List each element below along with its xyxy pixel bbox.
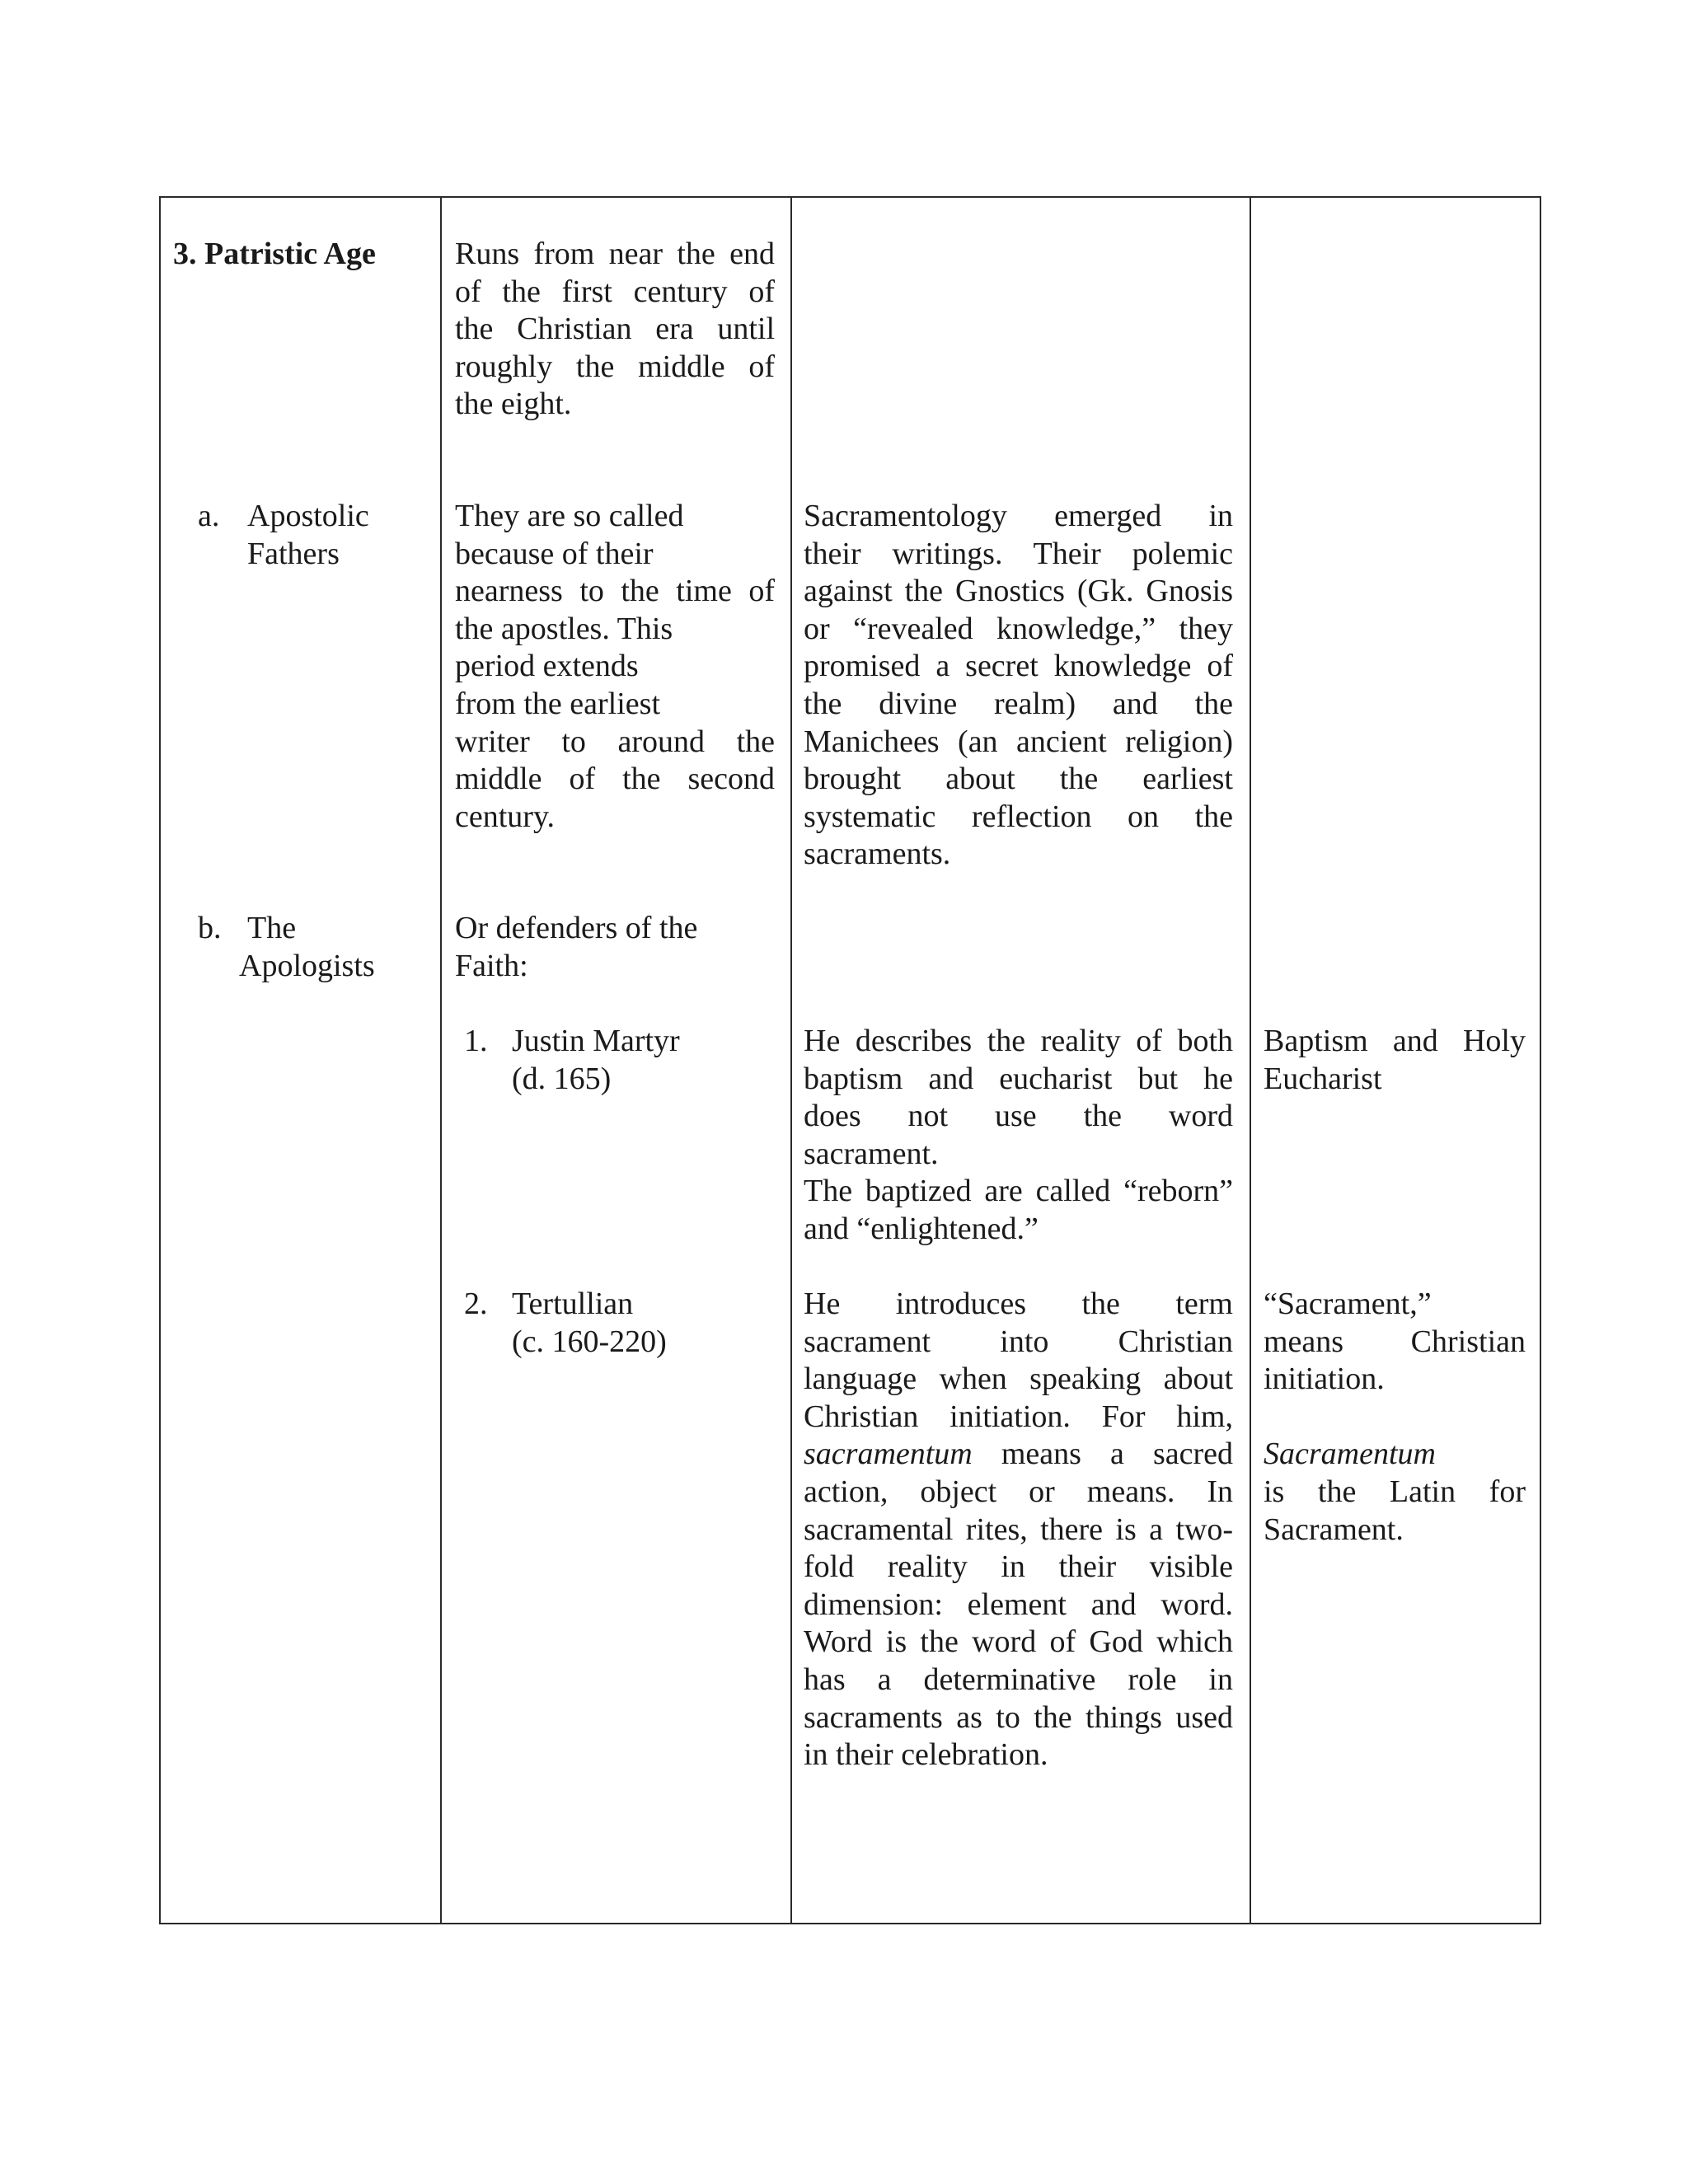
text-line: Apologists	[239, 948, 375, 983]
text-line: sacrament.	[804, 1136, 939, 1171]
text-line: Justin Martyr	[512, 1024, 680, 1058]
text-line: Apostolic	[247, 499, 369, 533]
italic-term: Sacramentum	[1264, 1436, 1436, 1472]
justin-martyr-notes	[804, 1023, 1233, 1249]
text-line: They are so called	[455, 499, 684, 533]
text-line: Christian initiation. For him,	[804, 1399, 1233, 1434]
text-line: and “enlightened.”	[804, 1211, 1039, 1246]
text-line: (c. 160-220)	[512, 1324, 667, 1359]
text-line: the apostles. This	[455, 611, 673, 646]
blank-line	[1264, 1399, 1526, 1436]
column-divider-2	[790, 198, 792, 1923]
period-heading: 3. Patristic Age	[173, 237, 376, 271]
text-line: brought about the earliest	[804, 762, 1233, 797]
text-line: He describes the reality of both	[804, 1024, 1233, 1058]
text-line: Word is the word of God which	[804, 1624, 1233, 1660]
list-marker: 1.	[464, 1024, 488, 1058]
text-line: The baptized are called “reborn”	[804, 1174, 1233, 1209]
tertullian-notes	[804, 1286, 1233, 1774]
text-line: means Christian	[1264, 1324, 1526, 1359]
text-line: sacraments as to the things used	[804, 1699, 1233, 1735]
text-line: Fathers	[247, 536, 340, 571]
text-line: The	[247, 911, 297, 945]
text-line: Sacrament.	[1264, 1511, 1404, 1547]
tertullian-name	[512, 1286, 667, 1361]
text-line: Sacramentology emerged in	[804, 499, 1233, 533]
text-line: does not use the word	[804, 1099, 1233, 1134]
text-line: sacrament into Christian	[804, 1324, 1233, 1359]
text-line: period extends	[455, 649, 639, 684]
text-line: their writings. Their polemic	[804, 536, 1233, 571]
text-line: middle of the second	[455, 762, 775, 797]
text-line: or “revealed knowledge,” they	[804, 611, 1233, 646]
text-line: roughly the middle of	[455, 349, 775, 384]
text-line: sacraments.	[804, 837, 951, 872]
text-line: in their celebration.	[804, 1737, 1048, 1773]
text-line	[804, 1436, 1233, 1474]
text-line: fold reality in their visible	[804, 1549, 1233, 1585]
text-line: language when speaking about	[804, 1361, 1233, 1397]
text-line: Faith:	[455, 948, 528, 983]
list-marker: b.	[198, 911, 222, 945]
text-line: sacramental rites, there is a two-	[804, 1511, 1233, 1547]
text-line: He introduces the term	[804, 1286, 1233, 1321]
text-line: nearness to the time of	[455, 574, 775, 609]
patristic-description	[455, 236, 775, 424]
text-line: “Sacrament,”	[1264, 1286, 1432, 1321]
apologists-label	[239, 910, 375, 985]
text-line: baptism and eucharist but he	[804, 1061, 1233, 1096]
apostolic-description	[455, 498, 775, 836]
text-line: because of their	[455, 536, 654, 571]
text-line: Tertullian	[512, 1286, 634, 1321]
text-line: Eucharist	[1264, 1061, 1382, 1096]
apologists-description	[455, 910, 775, 985]
text-line: Manichees (an ancient religion)	[804, 724, 1233, 759]
text-line: is the Latin for	[1264, 1474, 1526, 1509]
justin-martyr-name	[512, 1023, 680, 1098]
italic-term: sacramentum	[804, 1436, 973, 1472]
text-line: Runs from near the end	[455, 237, 775, 271]
text-line: the Christian era until	[455, 312, 775, 347]
text-line: systematic reflection on the	[804, 799, 1233, 834]
text-line: Baptism and Holy	[1264, 1024, 1526, 1058]
text-line: the divine realm) and the	[804, 686, 1233, 721]
text-line: century.	[455, 799, 555, 834]
text-line: initiation.	[1264, 1361, 1385, 1397]
tertullian-sacraments	[1264, 1286, 1526, 1549]
text-line: writer to around the	[455, 724, 775, 759]
justin-martyr-sacraments	[1264, 1023, 1526, 1098]
column-divider-3	[1250, 198, 1251, 1923]
column-divider-1	[440, 198, 442, 1923]
text-line: the eight.	[455, 387, 572, 422]
text-line: promised a secret knowledge of	[804, 649, 1233, 684]
text-line: action, object or means. In	[804, 1474, 1233, 1509]
text-line: dimension: element and word.	[804, 1586, 1233, 1622]
list-marker: a.	[198, 499, 220, 533]
text-line: from the earliest	[455, 686, 661, 721]
text-line: (d. 165)	[512, 1061, 612, 1096]
list-marker: 2.	[464, 1286, 488, 1321]
text-line: against the Gnostics (Gk. Gnosis	[804, 574, 1233, 609]
apostolic-fathers-label	[247, 498, 369, 573]
apostolic-notes	[804, 498, 1233, 874]
text-fragment: means a sacred	[972, 1436, 1233, 1472]
text-line: of the first century of	[455, 274, 775, 309]
text-line: has a determinative role in	[804, 1661, 1233, 1697]
text-line: Or defenders of the	[455, 911, 698, 945]
